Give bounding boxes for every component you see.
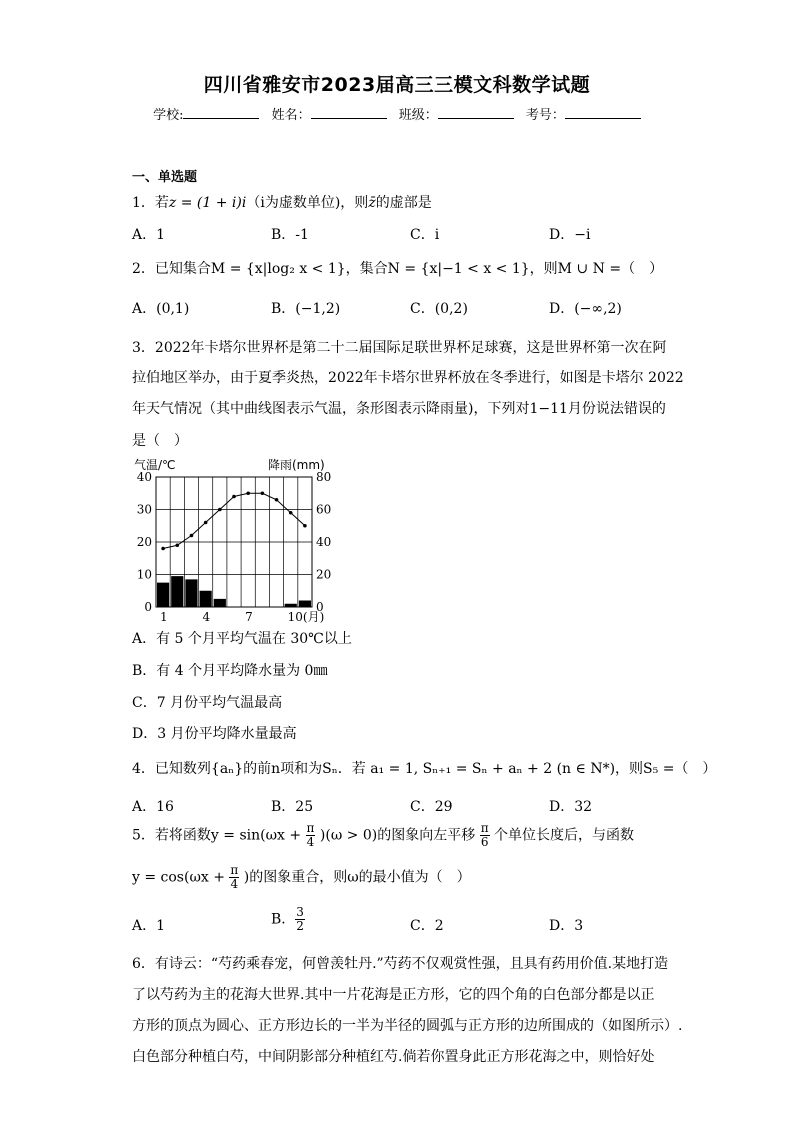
question-5-line-2: y = cos(ωx + $\frac{\pi}{4}$ )的图象重合，则ω的最小值为（ ）: [132, 863, 471, 891]
x-tick-label: 1: [160, 610, 168, 623]
temperature-point: [218, 508, 222, 512]
x-tick-label: 10(月): [287, 610, 325, 623]
q2-option-b[interactable]: B．(−1,2): [271, 301, 341, 317]
q4-option-d[interactable]: D．32: [549, 799, 593, 815]
left-tick-label: 10: [136, 567, 152, 582]
temperature-point: [190, 534, 194, 538]
q3-option-b[interactable]: B．有 4 个月平均降水量为 0㎜: [132, 663, 328, 679]
q5-option-b[interactable]: B． $\frac{3}{2}$: [271, 905, 304, 933]
temperature-point: [161, 547, 165, 551]
question-1-stem: 1．若z = (1 + i)i（i为虚数单位)，则z̄的虚部是: [132, 195, 432, 211]
temperature-point: [261, 491, 265, 495]
class-field[interactable]: 班级：: [399, 104, 514, 123]
school-field[interactable]: 学校:: [153, 104, 259, 123]
student-info-row: [0, 104, 794, 123]
q1-option-b[interactable]: B．-1: [271, 227, 309, 243]
q2-option-d[interactable]: D．(−∞,2): [549, 301, 622, 317]
temperature-point: [303, 524, 307, 528]
question-3-line-4: 是（ ）: [132, 433, 188, 449]
q1-option-c[interactable]: C．i: [410, 227, 440, 243]
left-tick-label: 20: [136, 535, 152, 549]
temperature-point: [246, 491, 250, 495]
q3-option-c[interactable]: C．7 月份平均气温最高: [132, 695, 283, 711]
x-tick-label: 4: [202, 610, 211, 623]
right-axis-title: 降雨(mm): [268, 458, 325, 472]
question-6-line-4: 白色部分种植白芍，中间阴影部分种植红芍.倘若你置身此正方形花海之中，则恰好处: [132, 1049, 655, 1065]
question-6-line-1: 6．有诗云：“芍药乘春宠，何曾羡牡丹.”芍药不仅观赏性强，且具有药用价值.某地打造: [132, 956, 669, 972]
rainfall-bar: [171, 576, 183, 607]
right-tick-label: 0: [316, 600, 324, 614]
right-tick-label: 40: [316, 535, 332, 549]
left-tick-label: 30: [136, 502, 152, 517]
q5-option-d[interactable]: D．3: [549, 918, 584, 934]
left-axis-title: 气温/℃: [134, 458, 176, 472]
temperature-point: [175, 543, 179, 547]
q5-option-a[interactable]: A．1: [132, 918, 166, 934]
left-tick-label: 0: [144, 600, 152, 614]
rainfall-bar: [157, 583, 169, 607]
question-6-line-2: 了以芍药为主的花海大世界.其中一片花海是正方形，它的四个角的白色部分都是以正: [132, 987, 655, 1003]
temperature-point: [232, 495, 236, 499]
rainfall-bar: [285, 604, 297, 607]
q1-option-d[interactable]: D．−i: [549, 227, 591, 243]
question-4-stem: 4．已知数列{aₙ}的前n项和为Sₙ．若 a₁ = 1, Sₙ₊₁ = Sₙ + aₙ + 2 (n ∈ N*)，则S₅ =（ ）: [132, 761, 717, 777]
q2-option-c[interactable]: C．(0,2): [410, 301, 468, 317]
fraction-pi-over-6: $\frac{\pi}{6}$: [480, 821, 489, 849]
right-tick-label: 60: [316, 502, 332, 517]
question-3-line-2: 拉伯地区举办，由于夏季炎热，2022年卡塔尔世界杯放在冬季进行，如图是卡塔尔 2022: [132, 370, 684, 386]
right-tick-label: 80: [316, 470, 332, 484]
fraction-pi-over-4: $\frac{\pi}{4}$: [230, 863, 239, 891]
q3-option-a[interactable]: A．有 5 个月平均气温在 30℃以上: [132, 631, 352, 647]
question-5-line-1: 5．若将函数y = sin(ωx + $\frac{\pi}{4}$ )(ω > 0)的图象向左平移 $\frac{\pi}{6}$ 个单位长度后，与函数: [132, 821, 635, 849]
fraction-pi-over-4: $\frac{\pi}{4}$: [306, 821, 315, 849]
temperature-point: [289, 511, 293, 515]
rainfall-bar: [214, 599, 226, 607]
left-tick-label: 40: [136, 470, 152, 484]
question-3-line-3: 年天气情况（其中曲线图表示气温，条形图表示降雨量)，下列对1−11月份说法错误的: [132, 401, 666, 417]
question-6-line-3: 方形的顶点为圆心、正方形边长的一半为半径的圆弧与正方形的边所围成的（如图所示）.: [132, 1018, 683, 1034]
q2-option-a[interactable]: A．(0,1): [132, 301, 190, 317]
rainfall-bar: [200, 591, 212, 607]
q1-option-a[interactable]: A．1: [132, 227, 166, 243]
rainfall-bar: [185, 579, 197, 607]
name-field[interactable]: 姓名：: [272, 104, 387, 123]
q4-option-b[interactable]: B．25: [271, 799, 314, 815]
rainfall-bar: [299, 601, 311, 608]
x-tick-label: 7: [245, 610, 253, 623]
question-2-stem: 2．已知集合M = {x|log₂ x < 1}，集合N = {x|−1 < x < 1}，则M ∪ N =（ ）: [132, 261, 664, 277]
temperature-point: [275, 498, 279, 502]
q4-option-c[interactable]: C．29: [410, 799, 453, 815]
section-heading: 一、单选题: [132, 170, 198, 185]
question-3-line-1: 3．2022年卡塔尔世界杯是第二十二届国际足联世界杯足球赛，这是世界杯第一次在阿: [132, 340, 667, 356]
q3-option-d[interactable]: D．3 月份平均降水量最高: [132, 726, 297, 742]
q4-option-a[interactable]: A．16: [132, 799, 174, 815]
number-field[interactable]: 考号：: [526, 104, 641, 123]
temperature-point: [204, 521, 208, 525]
right-tick-label: 20: [316, 567, 332, 582]
q5-option-c[interactable]: C．2: [410, 918, 444, 934]
page-title: 四川省雅安市2023届高三三模文科数学试题: [203, 74, 591, 96]
climate-chart: [132, 455, 338, 623]
